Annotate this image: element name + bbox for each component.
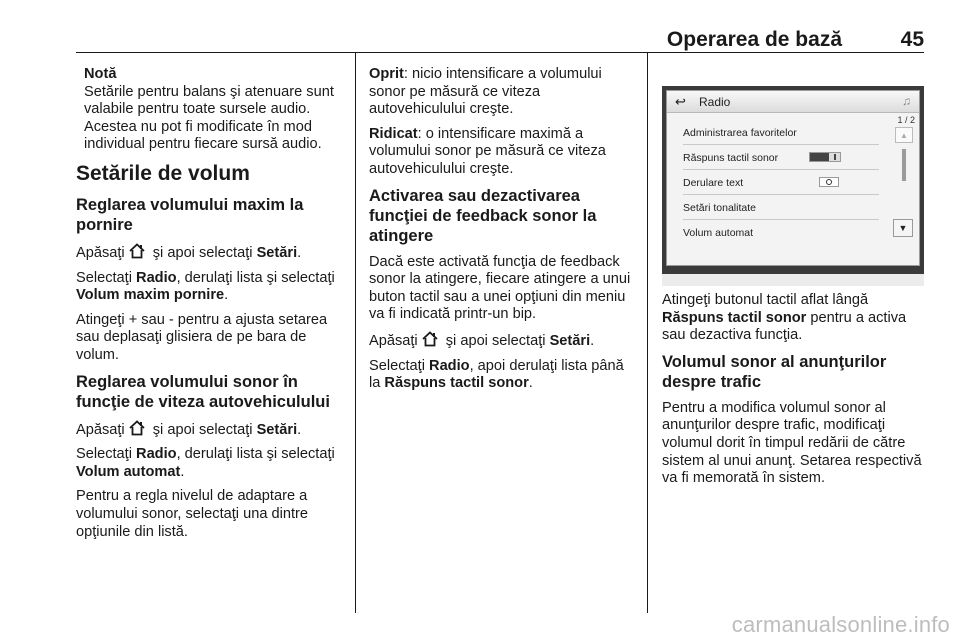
bold-text: Setări <box>256 244 298 261</box>
bold-text: Oprit <box>369 66 404 82</box>
bold-text: Setări <box>549 332 591 349</box>
paragraph: Pentru a regla nivelul de adaptare a volumului sonor, selectaţi una dintre opţiunile din listă. <box>76 488 309 540</box>
text: : nicio intensificare a volumului sonor pe măsură ce viteza autovehiculului creşte. <box>369 66 602 118</box>
paragraph <box>662 292 926 345</box>
header-rule <box>76 52 924 53</box>
paragraph <box>369 126 635 179</box>
home-icon <box>128 243 146 259</box>
text: Selectaţi <box>76 269 137 286</box>
text: Apăsaţi <box>369 332 418 349</box>
text: , derulaţi lista şi selectaţi <box>176 446 335 463</box>
column-1 <box>76 66 346 548</box>
paragraph <box>76 420 346 440</box>
menu-item-favorites[interactable]: Administrarea favoritelor <box>683 121 879 145</box>
note-text: Setările pentru balans şi atenuare sunt valabile pentru toate sursele audio. Acestea nu pot fi modificate în mod individual pentru fiecare sursă audio. <box>84 83 334 153</box>
bold-text: Radio <box>136 446 177 463</box>
paragraph <box>76 243 346 263</box>
slider-fill <box>810 153 829 161</box>
menu-item-touch-feedback[interactable] <box>683 146 879 170</box>
menu-item-scroll-text[interactable] <box>683 171 879 195</box>
text: , derulaţi lista şi selectaţi <box>176 269 335 286</box>
header-title: Operarea de bază <box>666 28 842 51</box>
subsection-title-speed-volume: Reglarea volumului sonor în funcţie de viteza autovehiculului <box>76 372 330 411</box>
scroll-up-icon[interactable]: ▲ <box>895 127 913 143</box>
text: . <box>528 375 533 392</box>
page-number: 45 <box>900 28 924 51</box>
figure-caption-band <box>662 274 924 286</box>
text: Apăsaţi <box>76 421 125 438</box>
text: , apoi derulaţi lista până la <box>369 357 624 392</box>
text: . <box>180 463 185 480</box>
column-3 <box>662 292 926 495</box>
column-divider-2 <box>647 53 648 613</box>
music-note-icon: ♫ <box>902 94 911 108</box>
paragraph: Atingeţi + sau - pentru a ajusta setarea sau deplasaţi glisiera de pe bara de volum. <box>76 311 328 363</box>
back-arrow-icon[interactable]: ↩ <box>675 94 686 109</box>
watermark: carmanualsonline.info <box>731 612 950 637</box>
scroll-down-icon[interactable]: ▼ <box>893 219 913 237</box>
bold-text: Radio <box>136 269 177 286</box>
paragraph: Dacă este activată funcţia de feedback sonor la atingere, fiecare atingere a unui buton tactil sau a unei opţiuni din meniu va fi indicată printr-un bip. <box>369 253 631 323</box>
scroll-text-toggle[interactable] <box>819 177 839 187</box>
menu-item-tone-settings[interactable]: Setări tonalitate <box>683 196 879 220</box>
screen-panel <box>666 90 920 266</box>
note-title: Notă <box>84 66 117 82</box>
bold-text: Setări <box>256 421 298 438</box>
toggle-dot-icon <box>826 179 832 185</box>
text: . <box>297 421 302 438</box>
subsection-title-touch-feedback: Activarea sau dezactivarea funcţiei de feedback sonor la atingere <box>369 186 597 245</box>
text: Atingeţi butonul tactil aflat lângă <box>662 292 869 308</box>
column-2 <box>369 66 635 400</box>
scroll-thumb[interactable] <box>902 149 906 181</box>
menu-item-label: Răspuns tactil sonor <box>683 152 779 164</box>
text: Apăsaţi <box>76 244 125 261</box>
slider-knob <box>834 154 836 160</box>
bold-text: Radio <box>429 357 470 374</box>
bold-text: Răspuns tactil sonor <box>662 309 807 326</box>
bold-text: Volum maxim pornire <box>76 287 225 304</box>
paragraph <box>369 331 635 351</box>
menu-item-auto-volume[interactable]: Volum automat <box>683 227 754 239</box>
touch-feedback-slider[interactable] <box>809 152 841 162</box>
paragraph <box>76 270 346 305</box>
paragraph <box>369 358 635 393</box>
text: : o intensificare maximă a volumului sonor pe măsură ce viteza autovehiculului creşte. <box>369 125 606 177</box>
text: Selectaţi <box>369 357 430 374</box>
subsection-title-traffic-volume: Volumul sonor al anunţurilor despre trafic <box>662 352 887 391</box>
paragraph: Pentru a modifica volumul sonor al anunţurilor despre trafic, modificaţi volumul dorit în timpul redării de către sistem al unui anunţ. Setarea respectivă va fi memorată în sistem. <box>662 399 922 487</box>
screen-title-bar <box>667 91 919 113</box>
text: pentru a activa sau dezactiva funcţia. <box>662 309 907 344</box>
screen-title: Radio <box>699 95 731 109</box>
bold-text: Răspuns tactil sonor <box>384 375 529 392</box>
bold-text: Volum automat <box>76 463 181 480</box>
bold-text: Ridicat <box>369 125 418 142</box>
column-divider-1 <box>355 53 356 613</box>
text: . <box>224 287 229 304</box>
menu-item-label: Derulare text <box>683 177 744 189</box>
home-icon <box>128 420 146 436</box>
radio-settings-screenshot <box>662 86 924 274</box>
text: . <box>590 332 595 349</box>
text: . <box>297 244 302 261</box>
text: şi apoi selectaţi <box>148 244 257 261</box>
page-indicator: 1 / 2 <box>897 115 915 125</box>
subsection-title-max-volume: Reglarea volumului maxim la pornire <box>76 195 304 234</box>
text: Selectaţi <box>76 446 137 463</box>
text: şi apoi selectaţi <box>148 421 257 438</box>
paragraph <box>76 446 346 481</box>
section-title: Setările de volum <box>76 161 250 185</box>
text: şi apoi selectaţi <box>441 332 550 349</box>
paragraph <box>369 66 635 119</box>
home-icon <box>421 331 439 347</box>
